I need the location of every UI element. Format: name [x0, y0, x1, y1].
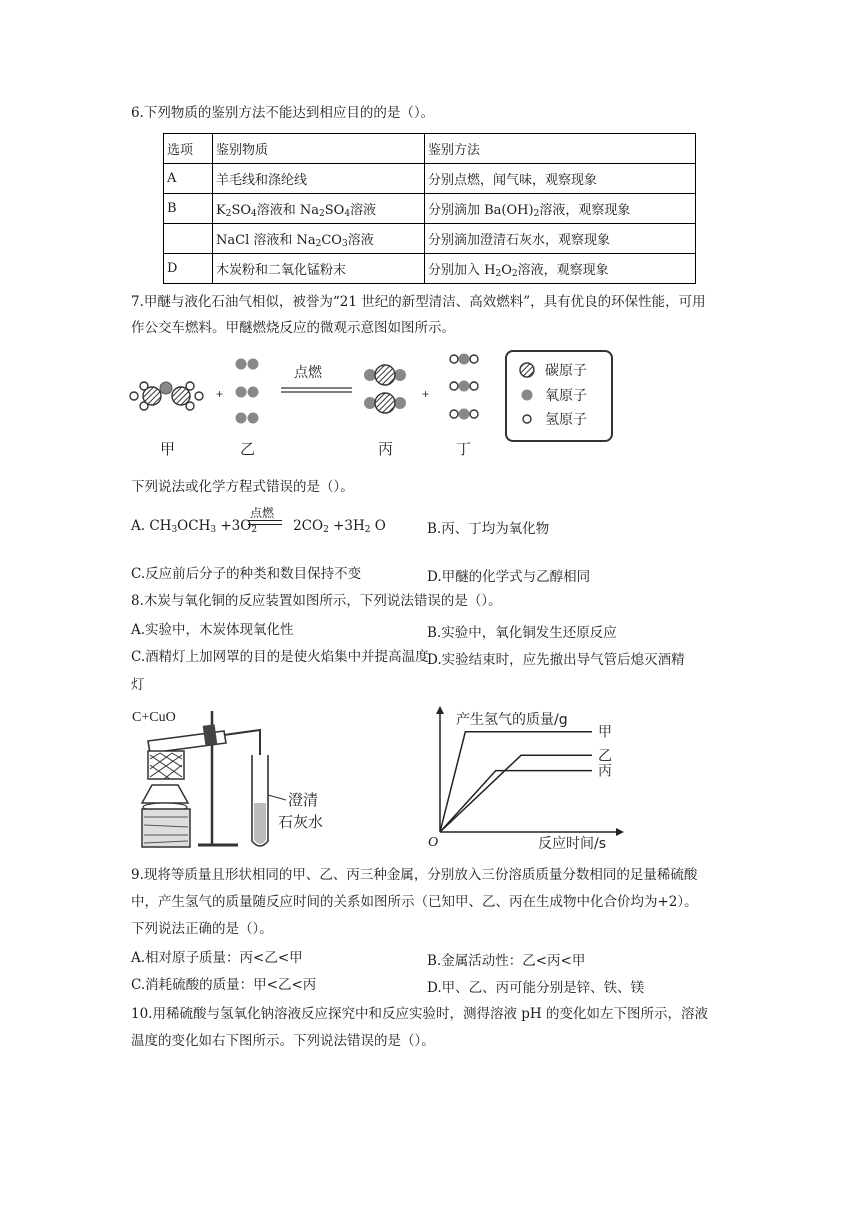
q8-option-b: B.实验中，氧化铜发生还原反应	[427, 625, 617, 641]
q9-option-a: A.相对原子质量：丙<乙<甲	[131, 950, 303, 966]
limewater-label-2: 石灰水	[278, 813, 324, 831]
series-label-1: 乙	[598, 748, 612, 765]
reaction-condition: 点燃	[294, 365, 322, 381]
series-line-1	[440, 755, 592, 832]
q9-stem-line1: 9.现将等质量且形状相同的甲、乙、丙三种金属，分别放入三份溶质质量分数相同的足量稀硫酸	[131, 867, 698, 883]
apparatus-reactant-label: C+CuO	[132, 710, 176, 725]
table-header-row	[164, 134, 696, 164]
atom-legend	[505, 350, 613, 442]
table-cell-option: A	[164, 164, 213, 194]
series-line-2	[440, 771, 592, 832]
q8-stem: 8.木炭与氧化铜的反应装置如图所示，下列说法错误的是（）。	[131, 593, 502, 609]
label-ding: 丁	[456, 440, 472, 458]
equation-condition: 点燃	[250, 506, 275, 520]
q10-stem-line1: 10.用稀硫酸与氢氧化钠溶液反应探究中和反应实验时，测得溶液 pH 的变化如左下图所示，溶液	[131, 1006, 708, 1022]
q7-question: 下列说法或化学方程式错误的是（）。	[131, 479, 354, 495]
legend-hydrogen: 氢原子	[545, 412, 587, 428]
table-cell-substance: 木炭粉和二氧化锰粉末	[213, 254, 425, 284]
table-cell-substance: 羊毛线和涤纶线	[213, 164, 425, 194]
x-axis-label: 反应时间/s	[538, 836, 607, 852]
y-axis-label: 产生氢气的质量/g	[456, 712, 568, 728]
table-cell-substance: $K_2SO_4$溶液和 $Na_2SO_4$溶液	[213, 194, 425, 224]
table-row	[164, 164, 696, 194]
origin-label: O	[428, 835, 439, 850]
table-cell-option	[164, 224, 213, 254]
table-cell-option: D	[164, 254, 213, 284]
q7-option-a: A. $CH_3OCH_3 +3O_2$ $2CO_2 +3H_2$ O	[131, 518, 386, 535]
label-jia: 甲	[160, 440, 176, 458]
q7-stem-line2: 作公交车燃料。甲醚燃烧反应的微观示意图如图所示。	[131, 320, 455, 336]
limewater-label-1: 澄清	[288, 791, 319, 809]
q7-stem-line1: 7.甲醚与液化石油气相似，被誉为“21 世纪的新型清洁、高效燃料”，具有优良的环保性能，可用	[131, 294, 706, 310]
table-header: 鉴别方法	[425, 134, 696, 164]
q8-option-a: A.实验中，木炭体现氧化性	[131, 622, 294, 638]
table-row	[164, 194, 696, 224]
legend-oxygen: 氧原子	[545, 388, 587, 404]
table-row	[164, 254, 696, 284]
q7-option-d: D.甲醚的化学式与乙醇相同	[427, 569, 591, 585]
q7-option-b: B.丙、丁均为氧化物	[427, 521, 550, 537]
q9-option-c: C.消耗硫酸的质量：甲<乙<丙	[131, 977, 317, 993]
q8-option-d-tail: 灯	[131, 677, 145, 693]
q7-option-c: C.反应前后分子的种类和数目保持不变	[131, 566, 362, 582]
molecule-ding	[450, 354, 478, 420]
q6-table	[163, 133, 696, 284]
plus-sign: +	[216, 387, 224, 401]
table-cell-method: 分别滴加 $Ba(OH)_2$溶液，观察现象	[425, 194, 696, 224]
legend-carbon: 碳原子	[545, 363, 587, 379]
table-cell-method: 分别滴加澄清石灰水，观察现象	[425, 224, 696, 254]
label-yi: 乙	[240, 440, 256, 458]
q8-option-d: D.实验结束时，应先撤出导气管后熄灭酒精	[427, 652, 685, 668]
table-cell-substance: NaCl 溶液和 $Na_2CO_3$溶液	[213, 224, 425, 254]
hydrogen-mass-chart	[422, 704, 632, 854]
q10-stem-line2: 温度的变化如右下图所示。下列说法错误的是（）。	[131, 1033, 435, 1049]
carbon-cuo-apparatus	[128, 703, 358, 855]
series-label-0: 甲	[598, 724, 612, 741]
q9-stem-line3: 下列说法正确的是（）。	[131, 921, 273, 937]
plus-sign: +	[422, 387, 430, 401]
molecule-jia	[130, 382, 203, 410]
q9-stem-line2: 中，产生氢气的质量随反应时间的关系如图所示（已知甲、乙、丙在生成物中化合价均为+2）。	[131, 894, 698, 910]
table-row	[164, 224, 696, 254]
series-label-2: 丙	[598, 763, 612, 780]
label-bing: 丙	[378, 440, 394, 458]
q6-stem: 6.下列物质的鉴别方法不能达到相应目的的是（）。	[131, 105, 435, 121]
table-header: 鉴别物质	[213, 134, 425, 164]
q9-option-b: B.金属活动性：乙<丙<甲	[427, 953, 586, 969]
q8-option-c: C.酒精灯上加网罩的目的是使火焰集中并提高温度	[131, 649, 429, 665]
molecule-bing	[364, 365, 406, 413]
molecule-yi	[236, 359, 259, 424]
q9-option-d: D.甲、乙、丙可能分别是锌、铁、镁	[427, 980, 645, 996]
table-cell-option: B	[164, 194, 213, 224]
series-line-0	[440, 732, 592, 832]
table-cell-method: 分别加入 $H_2O_2$溶液，观察现象	[425, 254, 696, 284]
table-cell-method: 分别点燃，闻气味，观察现象	[425, 164, 696, 194]
table-header: 选项	[164, 134, 213, 164]
